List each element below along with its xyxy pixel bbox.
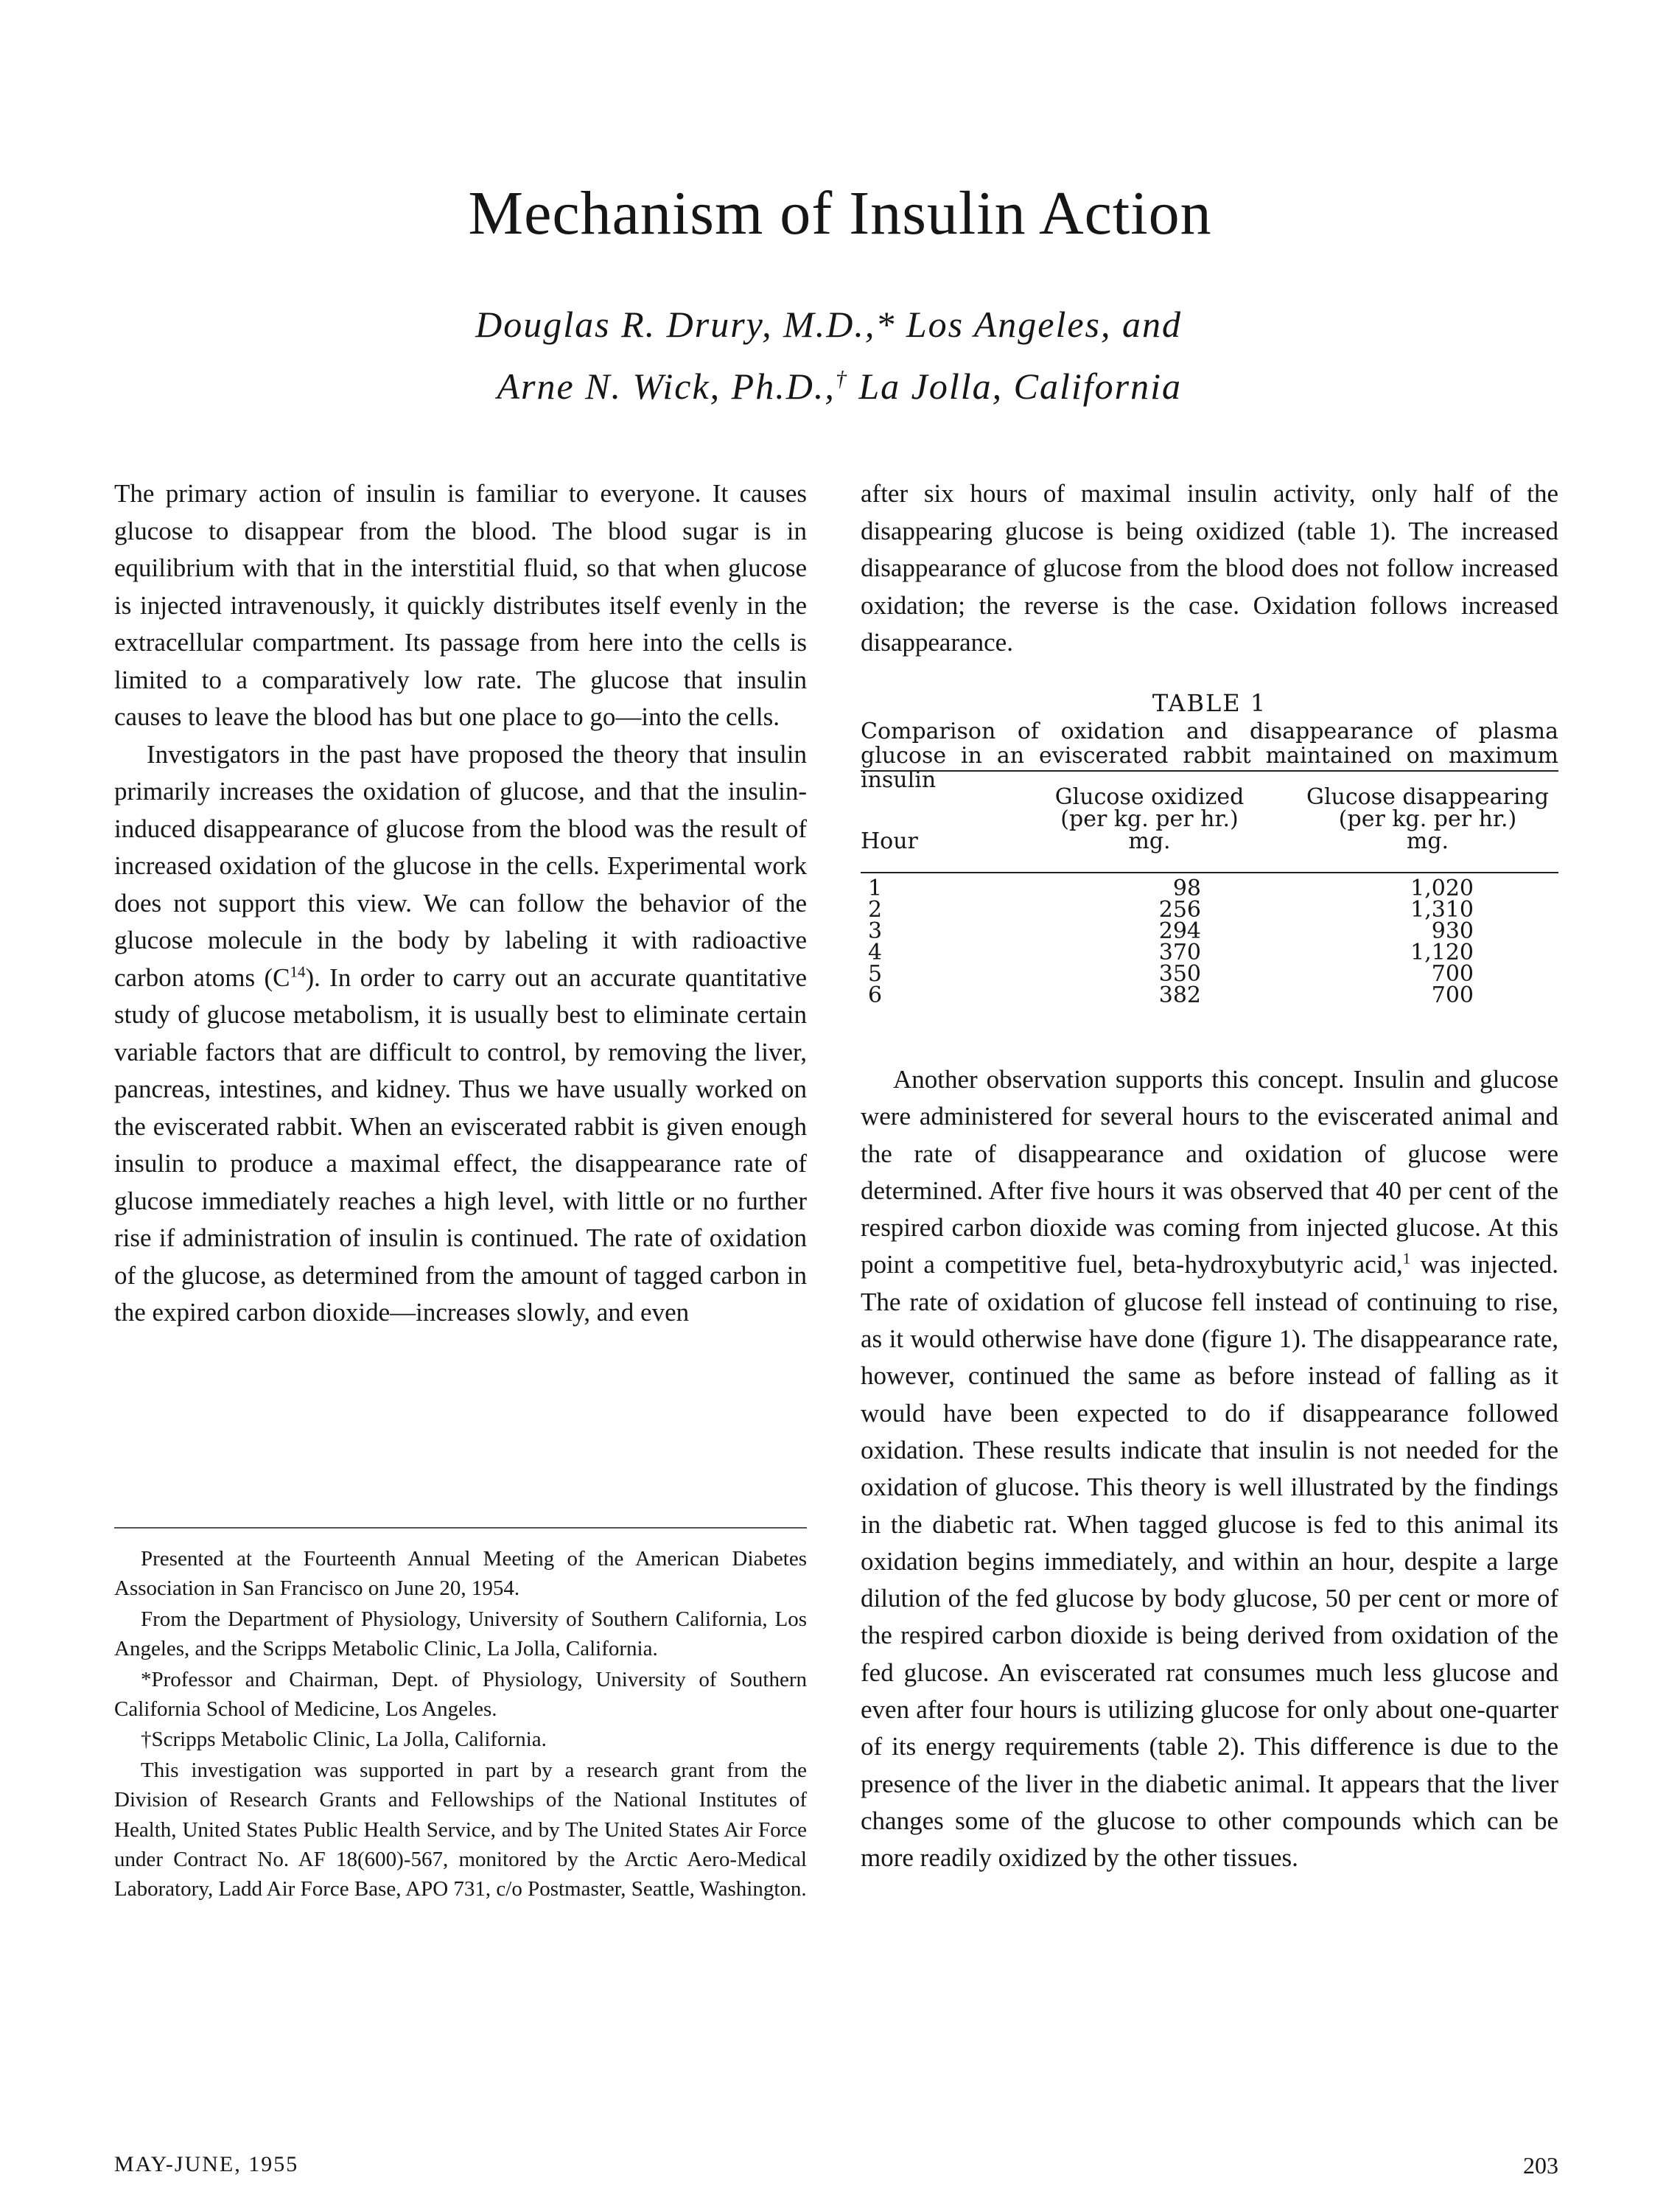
footnote-department: From the Department of Physiology, University of Southern California, Los Angeles, and the Scripps Metabolic Clinic, La Jolla, California. (114, 1607, 807, 1661)
table-row-3-hour: 3 (868, 918, 883, 944)
table-row-6-disappearing: 700 (1431, 982, 1474, 1008)
table-row-3-disappearing: 930 (1431, 918, 1474, 944)
table-row-6-oxidized: 382 (1158, 982, 1201, 1008)
table-caption: Comparison of oxidation and disappearance of plasma glucose in an eviscerated rabbit maintained on maximum insulin (861, 719, 1558, 793)
paragraph-investigators-part-b: ). In order to carry out an accurate quantitative study of glucose metabolism, it is usually best to eliminate certain variable factors that are difficult to control, by removing the liver, pancreas, intestines, and kidney. Thus we have usually worked on the eviscerated rabbit. When an eviscerated rabbit is given enough insulin to produce a maximal effect, the disappearance rate of glucose immediately reaches a high level, with little or no further rise if administration of insulin is continued. The rate of oxidation of the glucose, as determined from the amount of tagged carbon in the expired carbon dioxide—increases slowly, and even (114, 963, 807, 1327)
table-row-4-oxidized: 370 (1158, 940, 1201, 965)
header-disappearing-line-1: Glucose disappearing (1306, 784, 1550, 810)
table-top-rule (861, 770, 1558, 772)
paragraph-another-observation (861, 1061, 1558, 1877)
paragraph-continued: after six hours of maximal insulin activity, only half of the disappearing glucose is being oxidized (table 1). The increased disappearance of glucose from the blood does not follow increased oxidation; the reverse is the case. Oxidation follows increased disappearance. (861, 479, 1558, 657)
footnote-funding: This investigation was supported in part by a research grant from the Division of Research Grants and Fellowships of the National Institutes of Health, United States Public Health Service, and by The United States Air Force under Contract No. AF 18(600)-567, monitored by the Arctic Aero-Medical Laboratory, Ladd Air Force Base, APO 731, c/o Postmaster, Seattle, Washington. (114, 1758, 807, 1901)
table-row-5-disappearing: 700 (1431, 961, 1474, 987)
author-line-1: Douglas R. Drury, M.D.,* Los Angeles, and (475, 304, 1182, 345)
issue-date: MAY-JUNE, 1955 (114, 2152, 299, 2176)
header-oxidized-line-2: (per kg. per hr.) (1060, 806, 1239, 832)
table-row-1-hour: 1 (868, 876, 883, 901)
table-row-3-oxidized: 294 (1158, 918, 1201, 944)
paragraph-intro: The primary action of insulin is familiar to everyone. It causes glucose to disappear from the blood. The blood sugar is in equilibrium with that in the interstitial fluid, so that when glucose is injected intravenously, it quickly distributes itself evenly in the extracellular compartment. Its passage from here into the cells is limited to a comparatively low rate. The glucose that insulin causes to leave the blood has but one place to go—into the cells. (114, 479, 807, 731)
footnote-wick-affiliation: †Scripps Metabolic Clinic, La Jolla, California. (141, 1728, 547, 1752)
table-row-2-disappearing: 1,310 (1410, 897, 1474, 923)
author-line-2 (497, 363, 1182, 410)
footnote-divider (114, 1527, 807, 1529)
header-disappearing-line-3: mg. (1406, 828, 1449, 854)
header-disappearing-line-2: (per kg. per hr.) (1338, 806, 1517, 832)
table-row-2-oxidized: 256 (1158, 897, 1201, 923)
author-name-wick: Arne N. Wick, Ph.D., (497, 366, 836, 407)
author-place-la-jolla: La Jolla, California (847, 366, 1182, 407)
table-row-1-disappearing: 1,020 (1410, 876, 1474, 901)
page-number: 203 (1523, 2152, 1558, 2179)
header-hour: Hour (861, 828, 918, 854)
dagger-mark: † (835, 366, 848, 391)
header-oxidized-line-1: Glucose oxidized (1054, 784, 1245, 810)
paragraph-investigators (114, 736, 807, 1332)
table-row-1-oxidized: 98 (1172, 876, 1201, 901)
paragraph-investigators-part-a: Investigators in the past have proposed the theory that insulin primarily increases the oxidation of glucose, and that the insulin-induced disappearance of glucose from the blood was the result of increased oxidation of the glucose in the cells. Experimental work does not support this view. We can follow the behavior of the glucose molecule in the body by labeling it with radioactive carbon atoms (C (114, 739, 807, 992)
footnote-drury-affiliation: *Professor and Chairman, Dept. of Physiology, University of Southern California School of Medicine, Los Angeles. (114, 1667, 807, 1722)
footnotes (114, 1544, 807, 1904)
table-row-5-oxidized: 350 (1158, 961, 1201, 987)
table-row-5-hour: 5 (868, 961, 883, 987)
table-header-rule (861, 872, 1558, 873)
table-row-6-hour: 6 (868, 982, 883, 1008)
paragraph-another-observation-part-b: was injected. The rate of oxidation of glucose fell instead of continuing to rise, as it would otherwise have done (figure 1). The disappearance rate, however, continued the same as before instead of falling as it would have been expected to do if disappearance followed oxidation. These results indicate that insulin is not needed for the oxidation of glucose. This theory is well illustrated by the findings in the diabetic rat. When tagged glucose is fed to this animal its oxidation begins immediately, and within an hour, despite a large dilution of the fed glucose by body glucose, 50 per cent or more of the respired carbon dioxide is being derived from oxidation of the fed glucose. An eviscerated rat consumes much less glucose and even after four hours is utilizing glucose for only about one-quarter of its energy requirements (table 2). This difference is due to the presence of the liver in the diabetic animal. It appears that the liver changes some of the glucose to other compounds which can be more readily oxidized by the other tissues. (861, 1250, 1558, 1873)
paragraph-another-observation-part-a: Another observation supports this concept. Insulin and glucose were administered for several hours to the eviscerated animal and the rate of disappearance and oxidation of glucose were determined. After five hours it was observed that 40 per cent of the respired carbon dioxide was coming from injected glucose. At this point a competitive fuel, beta-hydroxybutyric acid, (861, 1065, 1558, 1279)
carbon-14-superscript: 14 (290, 962, 306, 980)
header-oxidized-line-3: mg. (1128, 828, 1171, 854)
table-label: TABLE 1 (1152, 689, 1267, 717)
left-column-body (114, 475, 807, 1332)
table-row-4-disappearing: 1,120 (1410, 940, 1474, 965)
right-column-top (861, 475, 1558, 662)
right-column-bottom (861, 1061, 1558, 1877)
table-row-2-hour: 2 (868, 897, 883, 923)
article-title: Mechanism of Insulin Action (468, 179, 1212, 248)
reference-superscript-1: 1 (1402, 1249, 1411, 1268)
table-row-4-hour: 4 (868, 940, 883, 965)
footnote-presented: Presented at the Fourteenth Annual Meeting of the American Diabetes Association in San Francisco on June 20, 1954. (114, 1547, 807, 1601)
